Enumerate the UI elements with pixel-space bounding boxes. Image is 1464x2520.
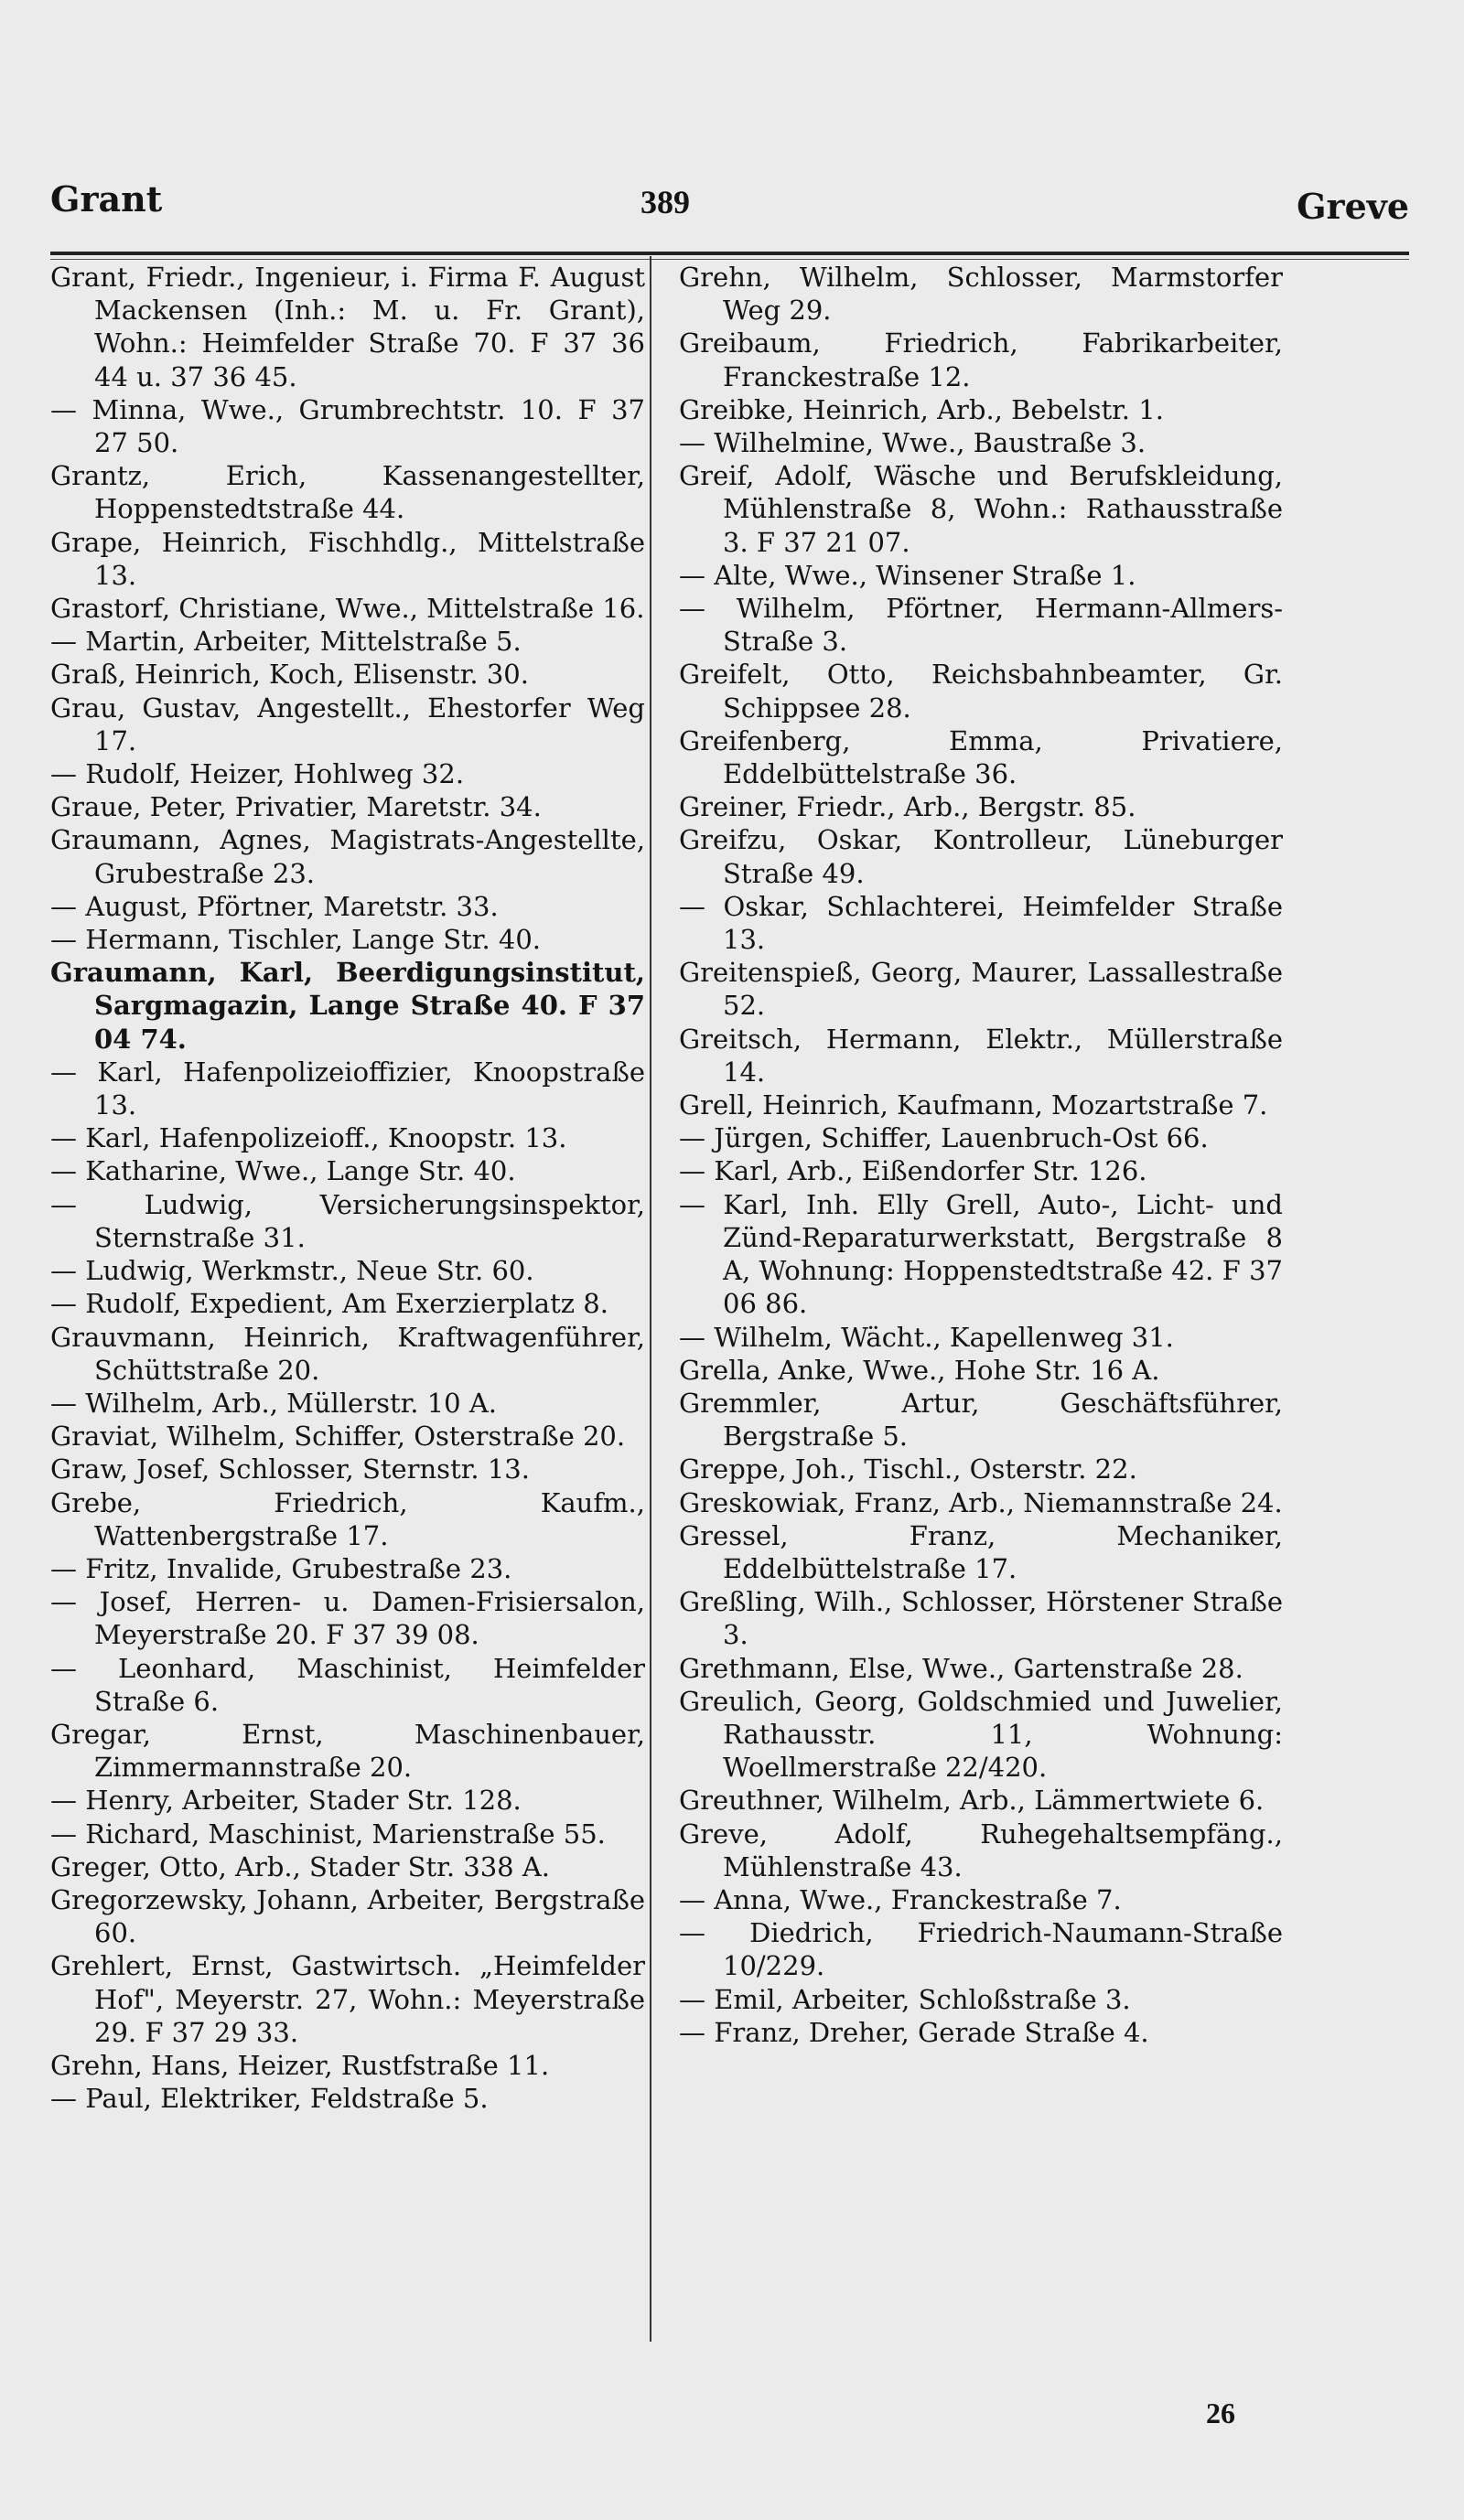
- directory-entry: — Jürgen, Schiffer, Lauenbruch-Ost 66.: [679, 1122, 1209, 1154]
- left-column: [50, 261, 645, 2115]
- directory-entry: Greitenspieß, Georg, Maurer, Lassallestraße 52.: [679, 957, 1283, 1022]
- directory-entry: — Katharine, Wwe., Lange Str. 40.: [50, 1155, 516, 1187]
- directory-entry: — Martin, Arbeiter, Mittelstraße 5.: [50, 626, 522, 658]
- directory-entry: — Anna, Wwe., Franckestraße 7.: [679, 1883, 1122, 1915]
- directory-entry: Greitsch, Hermann, Elektr., Müllerstraße 14.: [679, 1023, 1283, 1088]
- head-left-guide-word: Grant: [50, 178, 163, 220]
- directory-entry: — Alte, Wwe., Winsener Straße 1.: [679, 559, 1136, 591]
- directory-entry: Gremmler, Artur, Geschäftsführer, Bergstraße 5.: [679, 1387, 1283, 1453]
- directory-entry: — Franz, Dreher, Gerade Straße 4.: [679, 2016, 1149, 2048]
- directory-entry: Graumann, Karl, Beerdigungsinstitut, Sargmagazin, Lange Straße 40. F 37 04 74.: [50, 957, 645, 1055]
- directory-entry: Grastorf, Christiane, Wwe., Mittelstraße 16.: [50, 593, 645, 625]
- directory-entry: Graviat, Wilhelm, Schiffer, Osterstraße 20.: [50, 1421, 626, 1453]
- directory-entry: — Karl, Arb., Eißendorfer Str. 126.: [679, 1155, 1147, 1187]
- header-rule-thin: [50, 259, 1409, 260]
- directory-entry: Grau, Gustav, Angestellt., Ehestorfer Weg 17.: [50, 692, 645, 756]
- directory-entry: Grella, Anke, Wwe., Hohe Str. 16 A.: [679, 1354, 1160, 1386]
- directory-entry: Greifelt, Otto, Reichsbahnbeamter, Gr. Schippsee 28.: [679, 659, 1283, 724]
- directory-entry: Greiner, Friedr., Arb., Bergstr. 85.: [679, 791, 1136, 823]
- directory-entry: — August, Pförtner, Maretstr. 33.: [50, 890, 499, 922]
- directory-entry: — Karl, Hafenpolizeioff., Knoopstr. 13.: [50, 1122, 567, 1154]
- directory-entry: — Rudolf, Expedient, Am Exerzierplatz 8.: [50, 1288, 608, 1320]
- right-column: [679, 261, 1283, 2049]
- directory-entry: — Minna, Wwe., Grumbrechtstr. 10. F 37 27 50.: [50, 393, 645, 459]
- directory-entry: — Karl, Hafenpolizeioffizier, Knoopstraße 13.: [50, 1056, 645, 1121]
- running-head: [50, 178, 1409, 233]
- directory-entry: Grebe, Friedrich, Kaufm., Wattenbergstraße 17.: [50, 1486, 645, 1551]
- directory-entry: — Leonhard, Maschinist, Heimfelder Straße 6.: [50, 1652, 645, 1717]
- directory-entry: Grape, Heinrich, Fischhdlg., Mittelstraße 13.: [50, 526, 645, 591]
- directory-entry: Greif, Adolf, Wäsche und Berufskleidung, Mühlenstraße 8, Wohn.: Rathausstraße 3. F 37 21 07.: [679, 460, 1283, 558]
- directory-entry: Greskowiak, Franz, Arb., Niemannstraße 24.: [679, 1486, 1283, 1518]
- directory-entry: — Ludwig, Versicherungsinspektor, Sternstraße 31.: [50, 1188, 645, 1253]
- directory-entry: Greibke, Heinrich, Arb., Bebelstr. 1.: [679, 393, 1164, 425]
- directory-entry: Grant, Friedr., Ingenieur, i. Firma F. August Mackensen (Inh.: M. u. Fr. Grant), Wohn.: Heimfelder Straße 70. F 37 36 44 u. 37 36 45.: [50, 262, 645, 392]
- directory-entry: Greifzu, Oskar, Kontrolleur, Lüneburger Straße 49.: [679, 824, 1283, 889]
- directory-entry: — Emil, Arbeiter, Schloßstraße 3.: [679, 1983, 1131, 2015]
- directory-entry: — Wilhelm, Pförtner, Hermann-Allmers-Straße 3.: [679, 593, 1283, 658]
- directory-entry: — Hermann, Tischler, Lange Str. 40.: [50, 924, 542, 956]
- directory-entry: Greulich, Georg, Goldschmied und Juwelier, Rathausstr. 11, Wohnung: Woellmerstraße 22/420.: [679, 1685, 1283, 1784]
- directory-entry: — Diedrich, Friedrich-Naumann-Straße 10/229.: [679, 1917, 1283, 1982]
- directory-entry: Grell, Heinrich, Kaufmann, Mozartstraße 7.: [679, 1089, 1268, 1121]
- directory-entry: — Fritz, Invalide, Grubestraße 23.: [50, 1552, 512, 1584]
- directory-entry: — Wilhelmine, Wwe., Baustraße 3.: [679, 427, 1146, 459]
- directory-entry: Grehlert, Ernst, Gastwirtsch. „Heimfelder Hof", Meyerstr. 27, Wohn.: Meyerstraße 29. F 37 29 33.: [50, 1950, 645, 2048]
- directory-entry: Gregar, Ernst, Maschinenbauer, Zimmermannstraße 20.: [50, 1718, 645, 1784]
- directory-entry: Graue, Peter, Privatier, Maretstr. 34.: [50, 791, 542, 823]
- directory-entry: — Ludwig, Werkmstr., Neue Str. 60.: [50, 1255, 534, 1287]
- directory-entry: Graw, Josef, Schlosser, Sternstr. 13.: [50, 1453, 530, 1485]
- directory-entry: — Rudolf, Heizer, Hohlweg 32.: [50, 758, 465, 790]
- directory-entry: Grehn, Wilhelm, Schlosser, Marmstorfer Weg 29.: [679, 262, 1283, 327]
- directory-entry: Graumann, Agnes, Magistrats-Angestellte, Grubestraße 23.: [50, 824, 645, 889]
- directory-entry: Greger, Otto, Arb., Stader Str. 338 A.: [50, 1850, 551, 1882]
- directory-entry: Gressel, Franz, Mechaniker, Eddelbüttelstraße 17.: [679, 1519, 1283, 1584]
- directory-entry: — Richard, Maschinist, Marienstraße 55.: [50, 1818, 606, 1850]
- directory-entry: Greve, Adolf, Ruhegehaltsempfäng., Mühlenstraße 43.: [679, 1818, 1283, 1882]
- directory-entry: Greppe, Joh., Tischl., Osterstr. 22.: [679, 1453, 1137, 1485]
- directory-entry: — Josef, Herren- u. Damen-Frisiersalon, Meyerstraße 20. F 37 39 08.: [50, 1586, 645, 1651]
- directory-entry: Grauvmann, Heinrich, Kraftwagenführer, Schüttstraße 20.: [50, 1321, 645, 1386]
- directory-entry: Grethmann, Else, Wwe., Gartenstraße 28.: [679, 1652, 1243, 1684]
- directory-entry: Greßling, Wilh., Schlosser, Hörstener Straße 3.: [679, 1586, 1283, 1651]
- signature-folio: 26: [1206, 2397, 1235, 2429]
- directory-entry: — Karl, Inh. Elly Grell, Auto-, Licht- und Zünd-Reparaturwerkstatt, Bergstraße 8 A, Wohnung: Hoppenstedtstraße 42. F 37 06 86.: [679, 1188, 1283, 1320]
- directory-entry: — Wilhelm, Arb., Müllerstr. 10 A.: [50, 1387, 498, 1419]
- page-number: 389: [640, 184, 690, 220]
- directory-entry: Greifenberg, Emma, Privatiere, Eddelbüttelstraße 36.: [679, 724, 1283, 790]
- directory-entry: Gregorzewsky, Johann, Arbeiter, Bergstraße 60.: [50, 1883, 645, 1949]
- column-divider: [650, 256, 651, 2342]
- head-right-guide-word: Greve: [1297, 186, 1409, 227]
- directory-entry: — Oskar, Schlachterei, Heimfelder Straße 13.: [679, 890, 1283, 956]
- directory-entry: Greibaum, Friedrich, Fabrikarbeiter, Franckestraße 12.: [679, 327, 1283, 392]
- directory-entry: Graß, Heinrich, Koch, Elisenstr. 30.: [50, 659, 529, 691]
- header-rule: [50, 252, 1409, 255]
- directory-entry: — Paul, Elektriker, Feldstraße 5.: [50, 2083, 489, 2115]
- directory-entry: Greuthner, Wilhelm, Arb., Lämmertwiete 6.: [679, 1785, 1265, 1817]
- directory-entry: — Wilhelm, Wächt., Kapellenweg 31.: [679, 1321, 1174, 1353]
- directory-entry: — Henry, Arbeiter, Stader Str. 128.: [50, 1785, 522, 1817]
- directory-entry: Grantz, Erich, Kassenangestellter, Hoppenstedtstraße 44.: [50, 460, 645, 525]
- directory-entry: Grehn, Hans, Heizer, Rustfstraße 11.: [50, 2049, 550, 2081]
